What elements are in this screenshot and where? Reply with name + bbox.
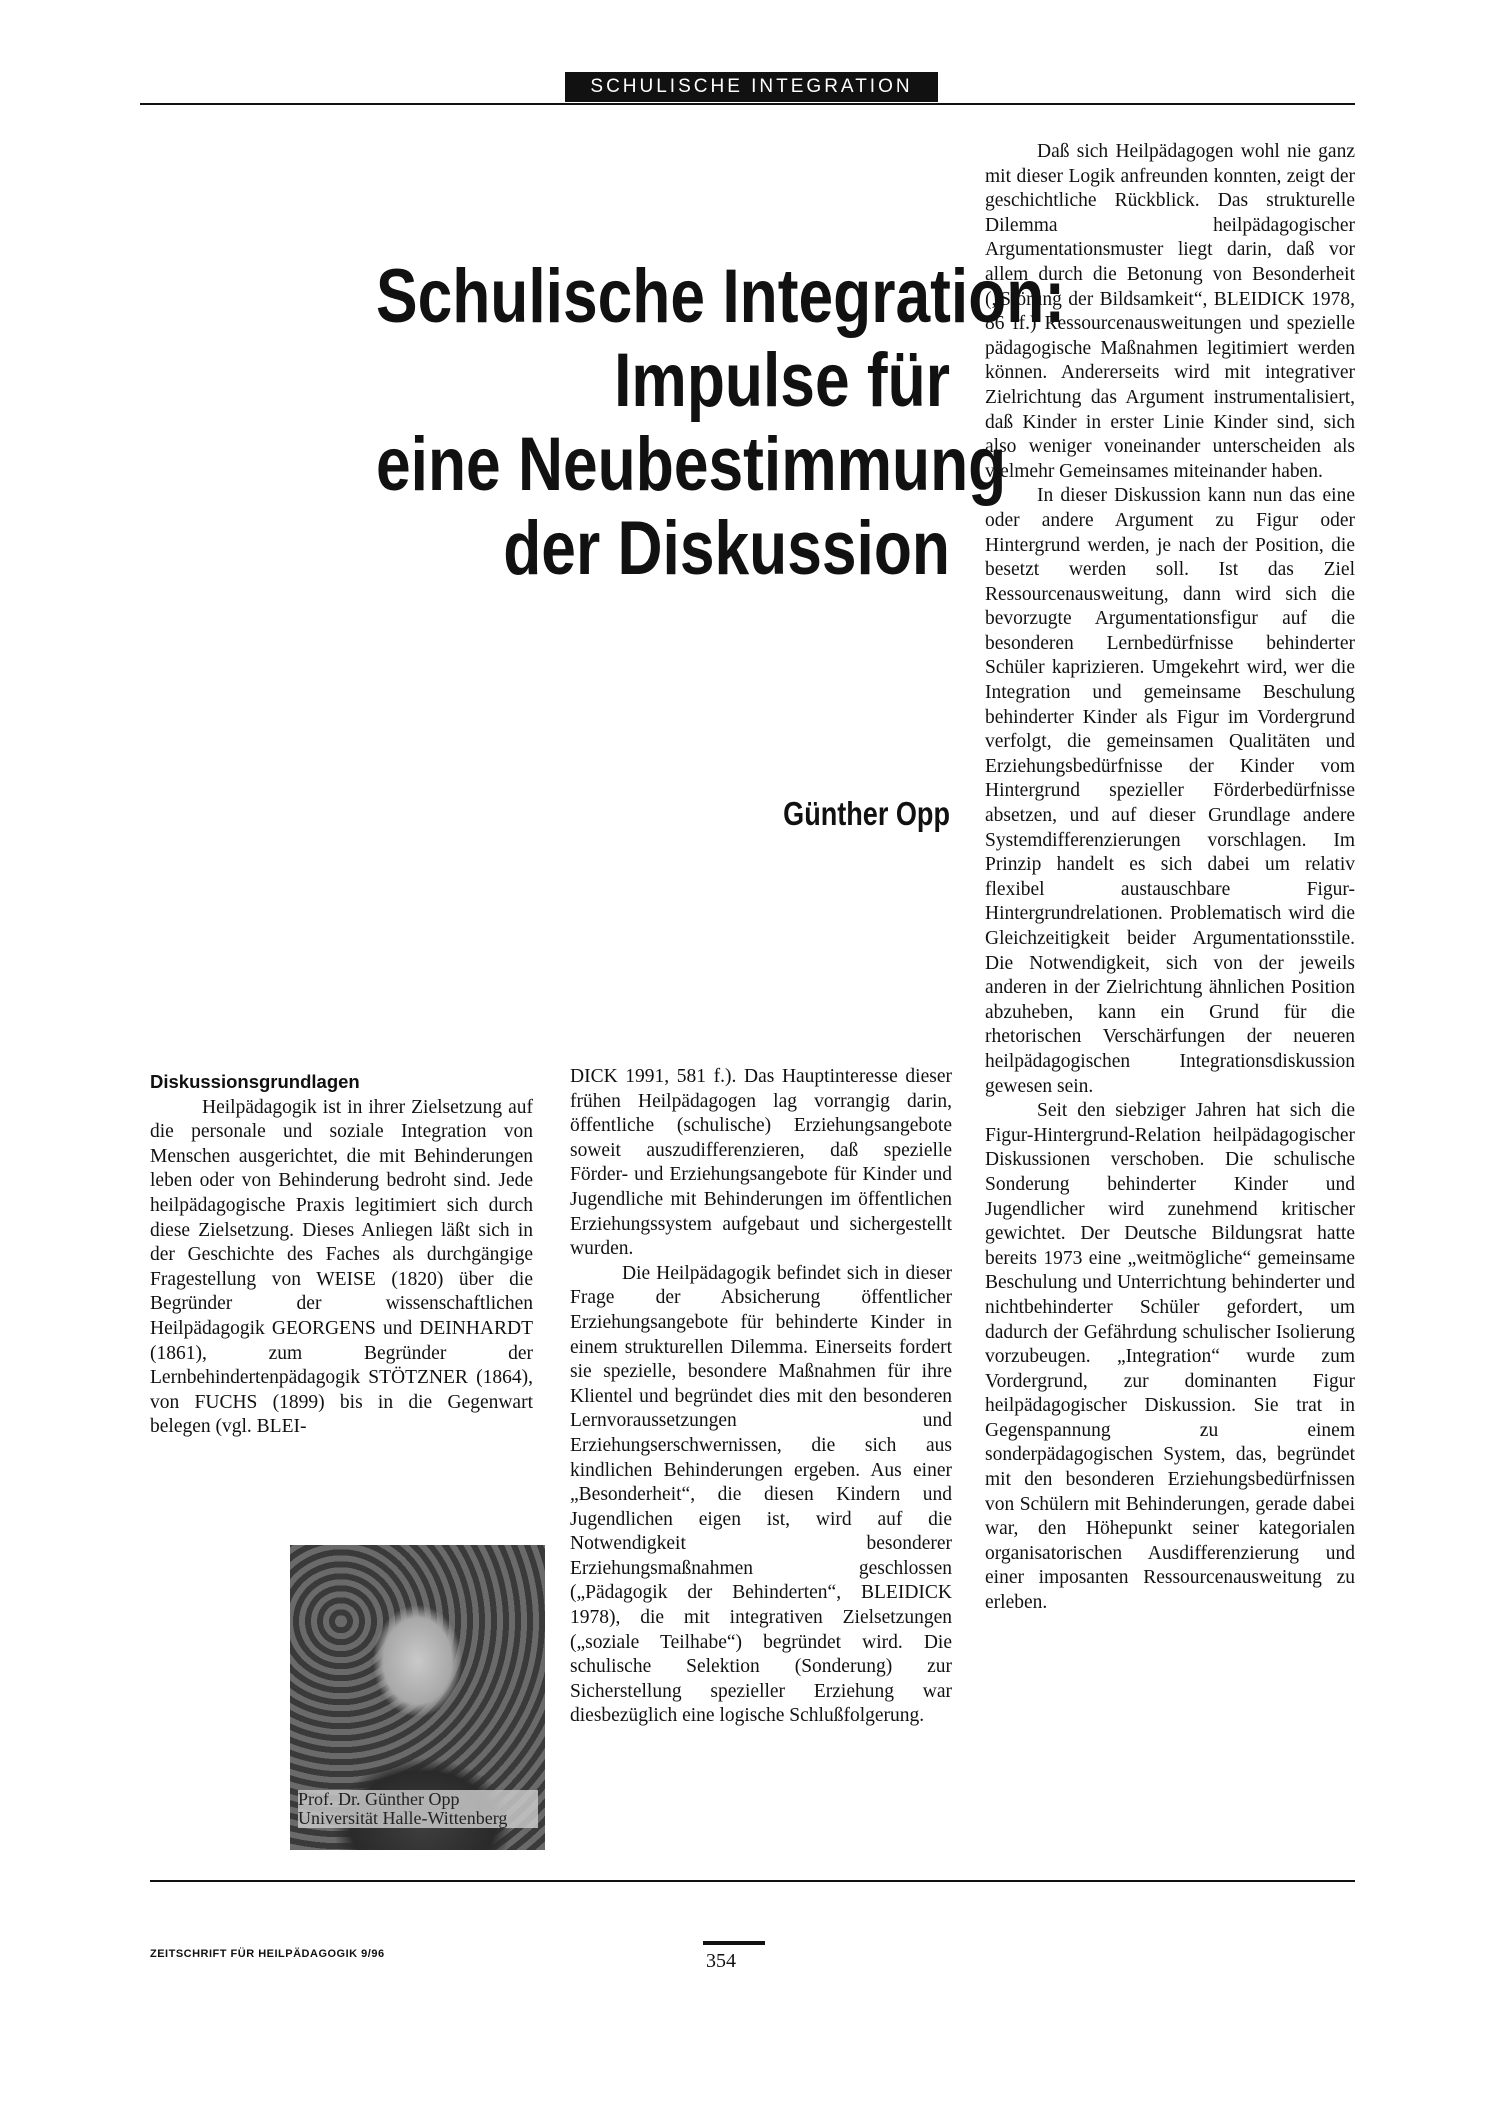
col3-paragraph-2: In dieser Diskussion kann nun das eine oder andere Argument zu Figur oder Hintergrund werden, je nach der Position, die besetzt werden soll. Ist das Ziel Ressourcenausweitung, dann wird sich die bevorzugte Argumentationsfigur auf die besonderen Lernbedürfnisse behinderter Schüler kaprizieren. Umgekehrt wird, wer die Integration und gemeinsame Beschulung behinderter Kinder als Figur im Vordergrund verfolgt, die gemeinsamen Qualitäten und Erziehungsbedürfnisse der Kinder vom Hintergrund spezieller Förderbedürfnisse absetzen, und auf dieser Grundlage andere Systemdifferenzierungen vorschlagen. Im Prinzip handelt es sich dabei um relativ flexibel austauschbare Figur-Hintergrundrelationen. Problematisch wird die Gleichzeitigkeit beider Argumentationsstile. Die Notwendigkeit, sich von der jeweils anderen in der Zielrichtung ähnlichen Position abzuheben, kann ein Grund für die rhetorischen Verschärfungen der neueren heilpädagogischen Integrationsdiskussion gewesen sein. <box>985 485 1355 1097</box>
journal-name: ZEITSCHRIFT FÜR HEILPÄDAGOGIK 9/96 <box>150 1948 385 1960</box>
section-heading: Diskussionsgrundlagen <box>150 1071 360 1092</box>
title-line-4: der Diskussion <box>503 506 950 591</box>
col3-paragraph-3: Seit den siebziger Jahren hat sich die Figur-Hintergrund-Relation heilpädagogischer Diskussionen verschoben. Die schulische Sonderung behinderter Kinder und Jugendlicher wird zunehmend kritischer gewichtet. Der Deutsche Bildungsrat hatte bereits 1973 eine „weitmögliche“ gemeinsame Beschulung und Unterrichtung behinderter und nichtbehinderter Schüler gefordert, um dadurch der Gefährdung schulischer Isolierung vorzubeugen. „Integration“ wurde zum Vordergrund, zur dominanten Figur heilpädagogischer Diskussion. Sie trat in Gegenspannung zu einem sonderpädagogischen System, das, begründet mit den besonderen Erziehungsbedürfnissen von Schülern mit Behinderungen, gerade dabei war, den Höhepunkt seiner kategorialen organisatorischen Ausdifferenzierung und einer imposanten Ressourcenausweitung zu erleben. <box>985 1100 1355 1614</box>
author-photo <box>290 1545 545 1850</box>
footer-rule <box>150 1880 1355 1882</box>
col2-paragraph-1: DICK 1991, 581 f.). Das Hauptinteresse dieser frühen Heilpädagogen lag vorrangig darin, öffentliche (schulische) Erziehungsangebote soweit auszudifferenzieren, daß spezielle Förder- und Erziehungsangebote für Kinder und Jugendliche mit Behinderungen im öffentlichen Erziehungssystem aufgebaut und sichergestellt wurden. <box>570 1066 952 1260</box>
title-line-3: eine Neubestimmung <box>376 422 1007 507</box>
author-name: Günther Opp <box>783 795 950 832</box>
text-column-1 <box>150 1070 533 1440</box>
page-number: 354 <box>706 1950 736 1972</box>
article-title <box>376 254 1066 591</box>
text-column-3 <box>985 140 1355 1616</box>
photo-caption: Prof. Dr. Günther Opp Universität Halle-Wittenberg <box>298 1790 538 1828</box>
col3-paragraph-1: Daß sich Heilpädagogen wohl nie ganz mit dieser Logik anfreunden konnten, zeigt der geschichtliche Rückblick. Das strukturelle Dilemma heilpädagogischer Argumentationsmuster liegt darin, daß vor allem durch die Betonung von Besonderheit („Störung der Bildsamkeit“, BLEIDICK 1978, 86 ff.) Ressourcenausweitungen und spezielle pädagogische Maßnahmen legitimiert werden können. Andererseits wird mit integrativer Zielrichtung das Argument instrumentalisiert, daß Kinder in erster Linie Kinder sind, sich also weniger voneinander unterscheiden als vielmehr Gemeinsames miteinander haben. <box>985 141 1355 482</box>
col1-paragraph-1: Heilpädagogik ist in ihrer Zielsetzung auf die personale und soziale Integration von Menschen ausgerichtet, die mit Behinderungen leben oder von Behinderung bedroht sind. Jede heilpädagogische Praxis legitimiert sich durch diese Zielsetzung. Dieses Anliegen läßt sich in der Geschichte des Faches als durchgängige Fragestellung von WEISE (1820) über die Begründer der wissenschaftlichen Heilpädagogik GEORGENS und DEINHARDT (1861), zum Begründer der Lernbehindertenpädagogik STÖTZNER (1864), von FUCHS (1899) bis in die Gegenwart belegen (vgl. BLEI- <box>150 1096 533 1438</box>
header-rule <box>140 103 1355 105</box>
text-column-2 <box>570 1065 952 1729</box>
section-header-band: SCHULISCHE INTEGRATION <box>565 72 938 102</box>
title-line-1: Schulische Integration: <box>376 254 1066 339</box>
page-number-bar <box>703 1941 765 1945</box>
title-line-2: Impulse für <box>614 338 950 423</box>
col2-paragraph-2: Die Heilpädagogik befindet sich in dieser Frage der Absicherung öffentlicher Erziehungsangebote für behinderte Kinder in einem strukturellen Dilemma. Einerseits fordert sie spezielle, besondere Maßnahmen für ihre Klientel und begründet dies mit den besonderen Lernvoraussetzungen und Erziehungserschwernissen, die sich aus kindlichen Behinderungen ergeben. Aus einer „Besonderheit“, die diesen Kindern und Jugendlichen eigen ist, wird auf die Notwendigkeit besonderer Erziehungsmaßnahmen geschlossen („Pädagogik der Behinderten“, BLEIDICK 1978), die mit integrativen Zielsetzungen („soziale Teilhabe“) begründet wird. Die schulische Selektion (Sonderung) zur Sicherstellung spezieller Erziehung war diesbezüglich eine logische Schlußfolgerung. <box>570 1262 952 1727</box>
